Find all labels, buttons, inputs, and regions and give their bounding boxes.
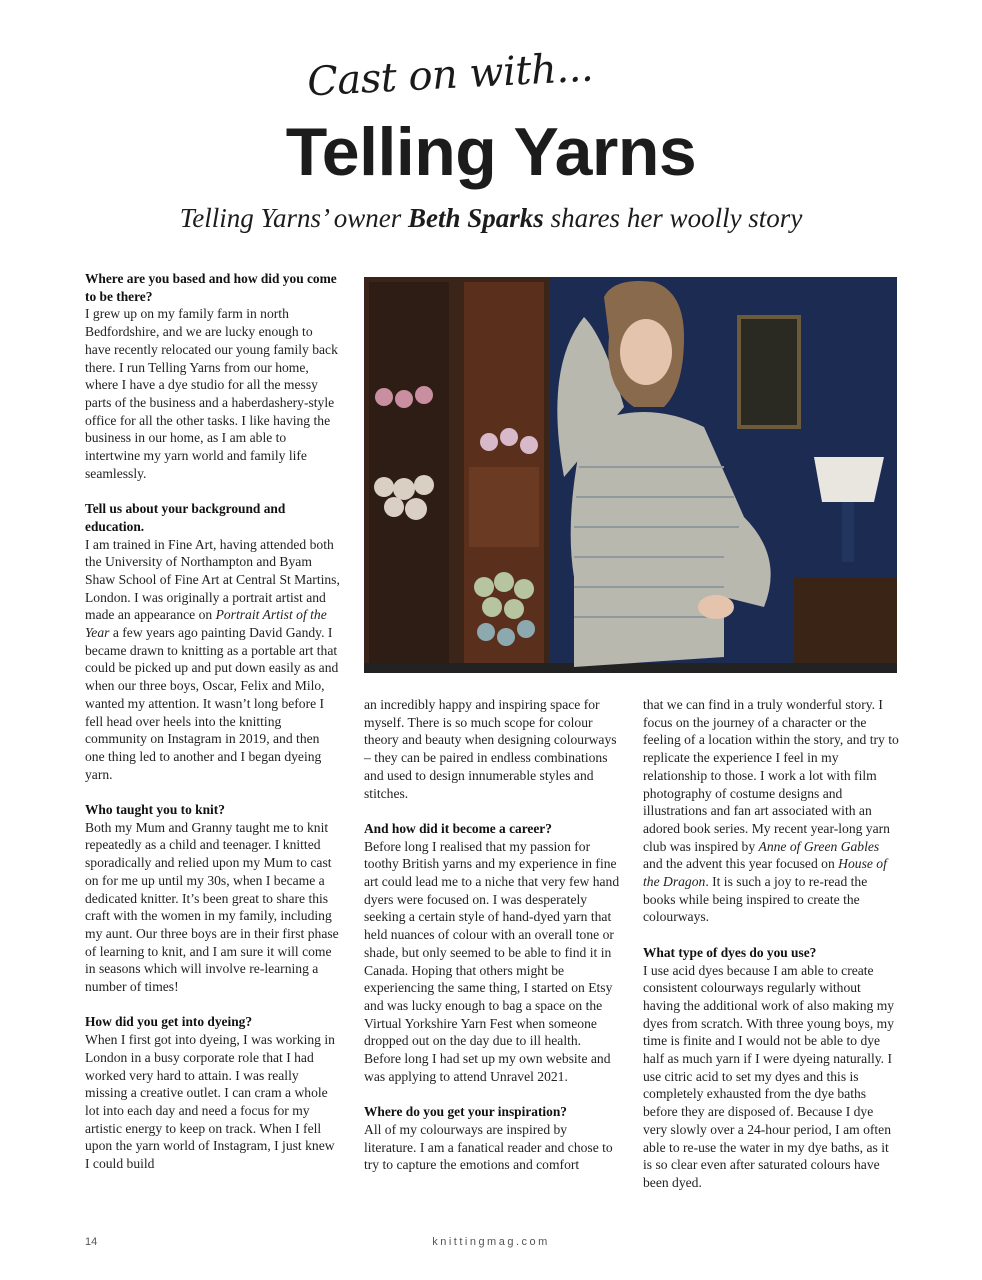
answer-background-show-title: Portrait Artist of the Year [85,607,327,641]
column-3 [643,696,899,1192]
page-title: Telling Yarns [285,114,697,190]
portrait-photo [364,277,897,673]
script-heading: Cast on with... [306,44,594,106]
question-dyeing: How did you get into dyeing? [85,1014,253,1030]
question-location: Where are you based and how did you come to be there? [85,271,337,304]
subtitle-name: Beth Sparks [408,203,544,233]
inspiration-part1: that we can find in a truly wonderful story. I focus on the journey of a character or the feeling of a location within the story, and try to replicate the experience I feel in my relationship to those. I work a lot with film photography of costume designs and illustrations and fan art associated with an adored book series. My recent year-long yarn club was inspired by [643,697,899,854]
subtitle-pre: Telling Yarns’ owner [179,203,409,233]
answer-career: Before long I realised that my passion for toothy British yarns and my experience in fine art could lead me to a niche that very few hand dyers were focused on. I was desperately seeking a certain style of hand-dyed yarn that held nuances of colour with an overall tone or shade, but only seemed to be able to find it in Canada. Hoping that others might be experiencing the same thing, I started on Etsy and was lucky enough to bag a space on the Virtual Yorkshire Yarn Fest when someone dropped out on the day due to ill health. Before long I had set up my own website and was applying to attend Unravel 2021. [364,838,620,1084]
answer-dyes: I use acid dyes because I am able to create consistent colourways regularly without having the additional work of also making my dyes from scratch. With three young boys, my time is finite and I would not be able to dye half as much yarn if I were dyeing naturally. I use citric acid to set my dyes and this is completely exhausted from the dye baths before they are disposed of. Because I dye very slowly over a 24-hour period, I am often able to re-use the water in my dye baths, as it is so clear even after saturated colours have been dyed. [643,962,895,1190]
inspiration-part3: . It is such a joy to re-read the books while being inspired to create the colourways. [643,874,868,925]
portrait-illustration [364,277,897,673]
site-url[interactable]: knittingmag.com [432,1236,550,1248]
answer-inspiration: All of my colourways are inspired by literature. I am a fanatical reader and chose to try to capture the emotions and comfort [364,1121,613,1173]
question-inspiration: Where do you get your inspiration? [364,1104,567,1120]
page-number: 14 [85,1236,98,1248]
question-knit: Who taught you to knit? [85,802,225,818]
answer-dyeing-continued: an incredibly happy and inspiring space for myself. There is so much scope for colour theory and beauty when designing colourways – they can be paired in endless combinations and used to design innumerable styles and stitches. [364,697,617,801]
answer-inspiration-continued [643,696,899,926]
book-title-dragon: House of the Dragon [643,856,887,890]
inspiration-part2: and the advent this year focused on [643,856,839,872]
question-dyes: What type of dyes do you use? [643,944,817,960]
subtitle-post: shares her woolly story [543,203,803,233]
column-1 [85,270,341,1173]
answer-background [85,536,341,784]
column-2 [364,696,620,1174]
question-career: And how did it become a career? [364,820,552,836]
answer-knit: Both my Mum and Granny taught me to knit repeatedly as a child and teenager. I knitted sporadically and relied upon my Mum to cast on for me up until my 30s, when I became a dedicated knitter. It’s been great to share this craft with the women in my family, including my aunt. Our three boys are in their first phase of learning to knit, and I am sure it will come in seasons which will involve re-learning a number of times! [85,819,339,995]
subtitle [0,203,982,234]
answer-location: I grew up on my family farm in north Bedfordshire, and we are lucky enough to have recently relocated our young family back there. I run Telling Yarns from our home, where I have a dye studio for all the messy parts of the business and a haberdashery-style office for all the other tasks. I like having the business in our home, as I am able to intertwine my yarn world and family life seamlessly. [85,306,338,481]
answer-dyeing: When I first got into dyeing, I was working in London in a busy corporate role that I had worked very hard to attain. I was really missing a creative outlet. I can cram a whole lot into each day and need a focus for my artistic energy to keep on track. When I fell upon the yarn world of Instagram, I just knew I could build [85,1032,335,1172]
answer-background-part1: I am trained in Fine Art, having attended both the University of Northampton and Byam Shaw School of Fine Art at Central St Martins, London. I was originally a portrait artist and made an appearance on [85,536,340,623]
book-title-anne: Anne of Green Gables [758,838,880,854]
question-background: Tell us about your background and education. [85,501,286,534]
answer-background-part2: a few years ago painting David Gandy. I became drawn to knitting as a portable art that could be picked up and put down easily as and when our three boys, Oscar, Felix and Milo, wanted my attention. It wasn’t long before I fell head over heels into the knitting community on Instagram in 2019, and then one thing led to another and I began dyeing yarn. [85,625,339,782]
